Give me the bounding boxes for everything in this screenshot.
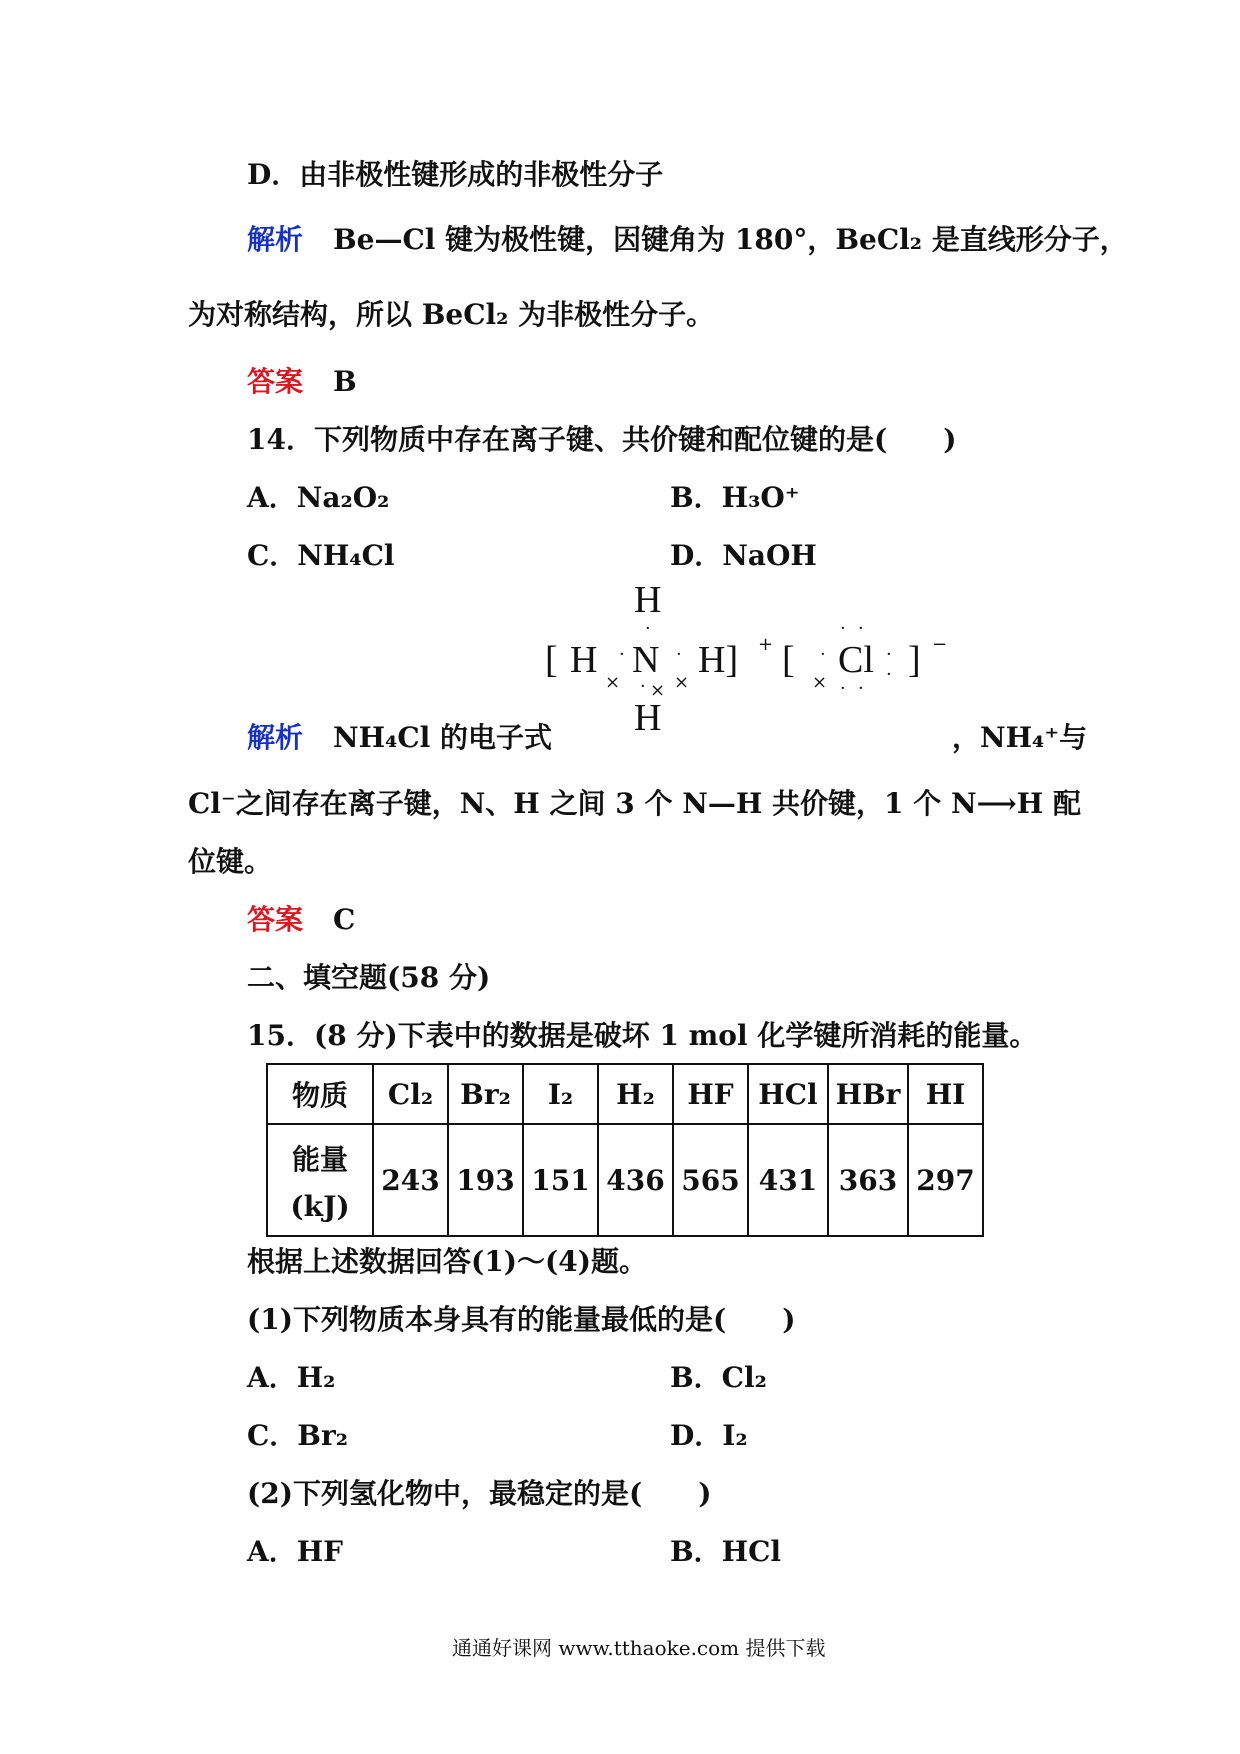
section-title: 二、填空题(58 分) (247, 961, 491, 994)
q15-sub2-option-a: A．HF (247, 1535, 344, 1568)
q15-stem: 15．(8 分)下表中的数据是破坏 1 mol 化学键所消耗的能量。 (247, 1019, 1038, 1052)
ef-dot: · (858, 678, 864, 699)
energy-header-line1: 能量 (291, 1142, 348, 1176)
ef-dot: · (820, 644, 826, 665)
q15-sub1-stem: (1)下列物质本身具有的能量最低的是( ) (247, 1303, 796, 1336)
ef-dot: · (840, 618, 846, 639)
ef-cl-close: ] (908, 639, 921, 681)
q14-option-c: C．NH₄Cl (247, 539, 395, 572)
q13-answer (247, 360, 357, 400)
table-cell: HI (908, 1064, 983, 1124)
analysis-label: 解析 (247, 721, 304, 754)
table-cell: H₂ (598, 1064, 673, 1124)
table-cell: 431 (748, 1124, 828, 1236)
table-cell: 243 (373, 1124, 448, 1236)
table-header-energy (267, 1124, 373, 1236)
q14-option-a: A．Na₂O₂ (247, 481, 390, 514)
energy-table (266, 1063, 984, 1237)
table-cell: 565 (673, 1124, 748, 1236)
ef-dot: · (886, 664, 892, 685)
ef-cross: × (674, 672, 690, 693)
analysis-label: 解析 (247, 223, 304, 256)
table-header-substance: 物质 (267, 1064, 373, 1124)
table-cell: 193 (448, 1124, 523, 1236)
q13-analysis-line1 (247, 218, 1128, 258)
table-cell: 363 (828, 1124, 908, 1236)
q14-option-d: D．NaOH (670, 539, 817, 572)
q14-analysis-line1-end: ，NH₄⁺与 (952, 721, 1088, 754)
q15-sub1-option-d: D．I₂ (670, 1419, 748, 1452)
q15-sub1-option-c: C．Br₂ (247, 1419, 348, 1452)
table-row (267, 1064, 983, 1124)
ef-n: N (632, 639, 660, 681)
answer-label: 答案 (247, 365, 304, 398)
ef-plus: + (758, 634, 774, 655)
table-cell: Cl₂ (373, 1064, 448, 1124)
table-cell: 297 (908, 1124, 983, 1236)
q13-analysis-line2: 为对称结构，所以 BeCl₂ 为非极性分子。 (188, 298, 715, 331)
table-cell: 436 (598, 1124, 673, 1236)
ef-cross: × (812, 672, 828, 693)
table-cell: 151 (523, 1124, 598, 1236)
q14-analysis-line1 (247, 716, 552, 756)
ef-dot: · (858, 618, 864, 639)
table-row (267, 1124, 983, 1236)
ef-h-top: H (634, 579, 662, 621)
ef-dot: · (886, 644, 892, 665)
ef-dot: · (645, 618, 651, 639)
q15-instruction: 根据上述数据回答(1)～(4)题。 (247, 1245, 647, 1278)
answer-value: C (333, 903, 356, 936)
ef-h-left: H (570, 639, 598, 681)
q13-option-d: D．由非极性键形成的非极性分子 (247, 158, 664, 191)
ef-cl-open: [ (782, 639, 795, 681)
analysis-text: Be—Cl 键为极性键，因键角为 180°，BeCl₂ 是直线形分子， (333, 223, 1128, 256)
ef-cross: × (605, 672, 621, 693)
q14-option-b: B．H₃O⁺ (670, 481, 800, 514)
table-cell: Br₂ (448, 1064, 523, 1124)
table-cell: HF (673, 1064, 748, 1124)
ef-dot: · (619, 644, 625, 665)
answer-label: 答案 (247, 903, 304, 936)
q14-answer (247, 898, 355, 938)
q15-sub2-stem: (2)下列氢化物中，最稳定的是( ) (247, 1477, 712, 1510)
table-cell: HCl (748, 1064, 828, 1124)
ef-cl: Cl (838, 639, 874, 681)
q14-analysis-line3: 位键。 (188, 845, 273, 878)
q15-sub2-option-b: B．HCl (670, 1535, 782, 1568)
q14-stem: 14．下列物质中存在离子键、共价键和配位键的是( ) (247, 423, 957, 456)
ef-h-bottom: H (634, 697, 662, 739)
ef-dot: · (640, 676, 646, 697)
table-cell: HBr (828, 1064, 908, 1124)
energy-header-line2: (kJ) (290, 1189, 350, 1223)
answer-value: B (333, 365, 357, 398)
page-footer: 通通好课网 www.tthaoke.com 提供下载 (452, 1636, 826, 1660)
table-cell: I₂ (523, 1064, 598, 1124)
ef-left-bracket: [ (545, 639, 558, 681)
q15-sub1-option-b: B．Cl₂ (670, 1361, 767, 1394)
ef-cross: × (650, 680, 666, 701)
ef-dot: · (840, 678, 846, 699)
ef-dot: · (676, 644, 682, 665)
ef-minus: − (932, 634, 948, 655)
q14-analysis-line2: Cl⁻之间存在离子键，N、H 之间 3 个 N—H 共价键，1 个 N⟶H 配 (188, 787, 1081, 820)
analysis-text-start: NH₄Cl 的电子式 (333, 721, 552, 754)
q15-sub1-option-a: A．H₂ (247, 1361, 336, 1394)
ef-h-right: H] (698, 639, 739, 681)
